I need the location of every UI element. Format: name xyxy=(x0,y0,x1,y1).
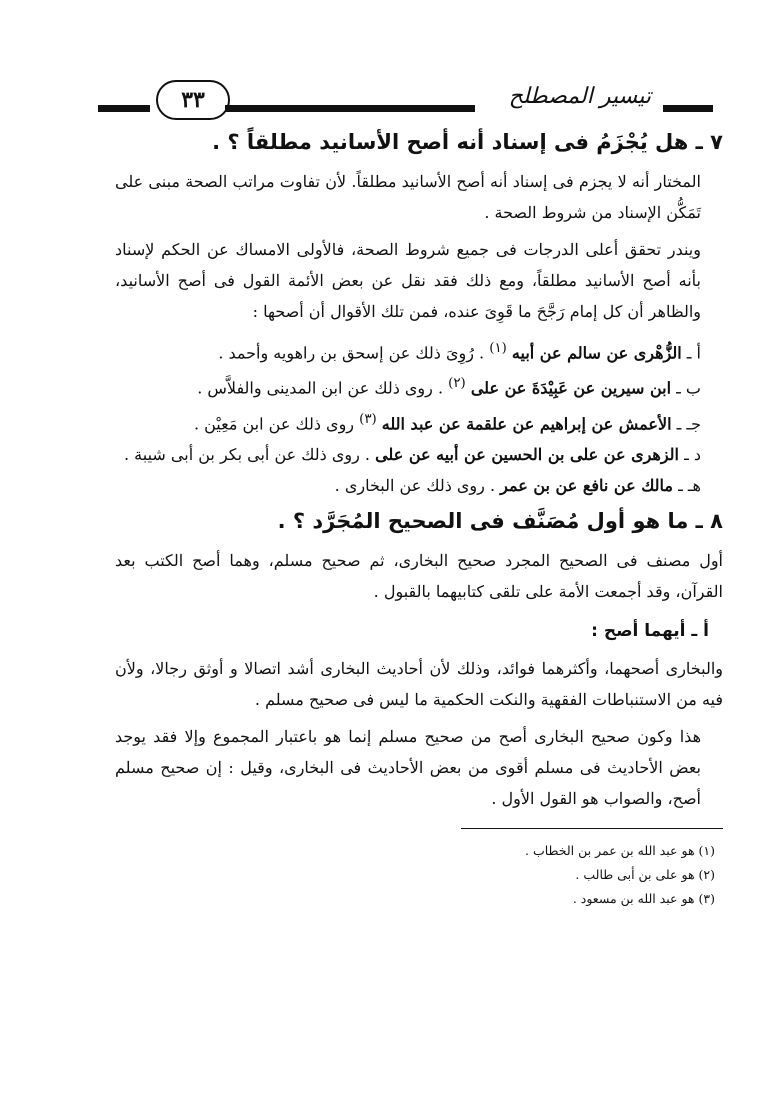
q7-paragraph-1: المختار أنه لا يجزم فى إسناد أنه أصح الأسانيد مطلقاً. لأن تفاوت مراتب الصحة مبنى على تَمَكُّن الإسناد من شروط الصحة . xyxy=(115,172,701,222)
list-item xyxy=(115,333,723,368)
item-marker: ب ـ xyxy=(676,378,701,398)
header-rule-right xyxy=(663,105,713,112)
item-chain: مالك عن نافع عن بن عمر xyxy=(500,475,673,495)
footnote-ref: (١) xyxy=(489,341,507,356)
item-chain: الزهرى عن على بن الحسين عن أبيه عن على xyxy=(375,444,679,464)
item-rest: . رُوِىَ ذلك عن إسحق بن راهويه وأحمد . xyxy=(218,343,485,363)
item-chain: الأعمش عن إبراهيم عن علقمة عن عبد الله xyxy=(381,413,672,433)
item-marker: جـ ـ xyxy=(676,413,701,433)
item-marker: هـ ـ xyxy=(678,475,701,495)
footnote-ref: (٣) xyxy=(359,411,377,427)
item-marker: د ـ xyxy=(684,444,701,464)
footnotes xyxy=(115,839,723,911)
footnote-ref: (٢) xyxy=(448,376,466,392)
page-number: ٣٣ xyxy=(156,80,230,120)
list-item xyxy=(115,439,723,470)
page-body xyxy=(115,122,723,911)
page-header xyxy=(98,72,713,122)
q8-paragraph-3: هذا وكون صحيح البخارى أصح من صحيح مسلم إنما هو باعتبار المجموع وإلا فقد يوجد بعض الأحاديث فى مسلم أقوى من بعض الأحاديث فى البخارى، وقيل : إن صحيح مسلم أصح، والصواب هو القول الأول . xyxy=(115,726,702,808)
list-item xyxy=(115,368,723,403)
item-rest: روى ذلك عن ابن مَعِيْن . xyxy=(193,413,355,433)
q7-paragraph-2: ويندر تحقق أعلى الدرجات فى جميع شروط الصحة، فالأولى الامساك عن الحكم لإسناد بأنه أصح الأسانيد مطلقاً، ومع ذلك فقد نقل عن بعض الأئمة القول فى أصح الأسانيد، والظاهر أن كل إمام رَجَّحَ ما قَوِىَ عنده، فمن تلك الأقوال أن أصحها : xyxy=(115,240,701,321)
item-rest: . روى ذلك عن البخارى . xyxy=(334,475,496,495)
list-item xyxy=(115,404,723,439)
item-rest: . روى ذلك عن ابن المدينى والفلاَّس . xyxy=(197,378,444,398)
item-chain: الزُّهْرى عن سالم عن أبيه xyxy=(511,343,682,363)
footnote: (١) هو عبد الله بن عمر بن الخطاب . xyxy=(525,842,715,858)
item-rest: . روى ذلك عن أبى بكر بن أبى شيبة . xyxy=(124,444,370,464)
q8-paragraph-1: أول مصنف فى الصحيح المجرد صحيح البخارى، ثم صحيح مسلم، وهما أصح الكتب بعد القرآن، وقد أجمعت الأمة على تلقى كتابيهما بالقبول . xyxy=(115,550,723,601)
q8-paragraph-2: والبخارى أصحهما، وأكثرهما فوائد، وذلك لأن أحاديث البخارى أشد اتصالا و أوثق رجالا، ولأن فيه من الاستنباطات الفقهية والنكت الحكمية ما ليس فى صحيح مسلم . xyxy=(115,658,723,709)
item-chain: ابن سيرين عن عَبِيْدَةَ عن على xyxy=(470,378,672,398)
footnote-divider xyxy=(461,828,723,829)
list-item xyxy=(115,470,723,501)
question-8-heading: ٨ ـ ما هو أول مُصَنَّف فى الصحيح المُجَرَّد ؟ . xyxy=(277,508,723,533)
running-title: تيسير المصطلح xyxy=(508,84,651,109)
question-7-heading: ٧ ـ هل يُجْزَمُ فى إسناد أنه أصح الأسانيد مطلقاً ؟ . xyxy=(212,130,723,154)
header-rule-middle xyxy=(225,105,475,112)
footnote: (٢) هو على بن أبى طالب . xyxy=(575,866,715,882)
q8-sub-heading: أ ـ أيهما أصح : xyxy=(591,620,709,641)
isnad-list xyxy=(115,333,723,501)
header-rule-left xyxy=(98,105,150,112)
item-marker: أ ـ xyxy=(686,343,701,363)
footnote: (٣) هو عبد الله بن مسعود . xyxy=(572,890,715,906)
